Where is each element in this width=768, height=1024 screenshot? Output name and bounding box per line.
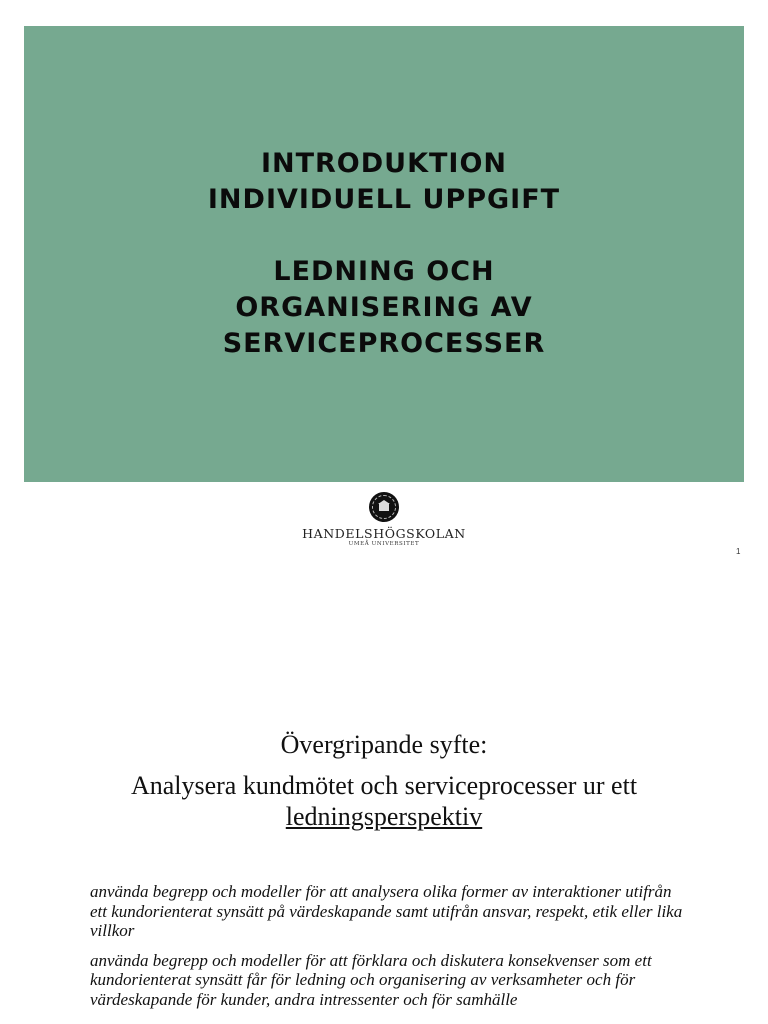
objective-item: använda begrepp och modeller för att analysera olika former av interaktioner utifrån ett kundorienterat synsätt på värdeskapande samt utifrån ansvar, respekt, etik eller lika villkor [90,882,683,940]
university-seal-icon [369,492,399,522]
page-number: 1 [736,547,741,556]
subtitle-line: SERVICEPROCESSER [222,328,546,359]
title-line: INTRODUKTION [260,148,508,179]
slide2-heading: Övergripande syfte: [280,730,488,759]
logo-subname: UMEÅ UNIVERSITET [348,541,420,547]
slide-subtitle [223,254,546,362]
subtitle-line: ORGANISERING AV [235,292,533,323]
purpose-text: Analysera kundmötet och serviceprocesser ur ett [130,771,638,800]
objective-item: använda begrepp och modeller för att förklara och diskutera konsekvenser som ett kundorienterat synsätt får för ledning och organisering av verksamheter och för värdeskapande för kunder, andra intressenter och för samhälle [90,950,652,1009]
learning-objectives [90,882,690,1019]
logo-name: HANDELSHÖGSKOLAN [302,526,466,541]
school-logo [284,492,484,547]
slide-title [208,146,560,218]
purpose-emphasis: ledningsperspektiv [285,802,483,831]
subtitle-line: LEDNING OCH [273,256,495,287]
purpose-statement [60,770,708,832]
title-line: INDIVIDUELL UPPGIFT [207,184,561,215]
title-banner [24,26,744,482]
